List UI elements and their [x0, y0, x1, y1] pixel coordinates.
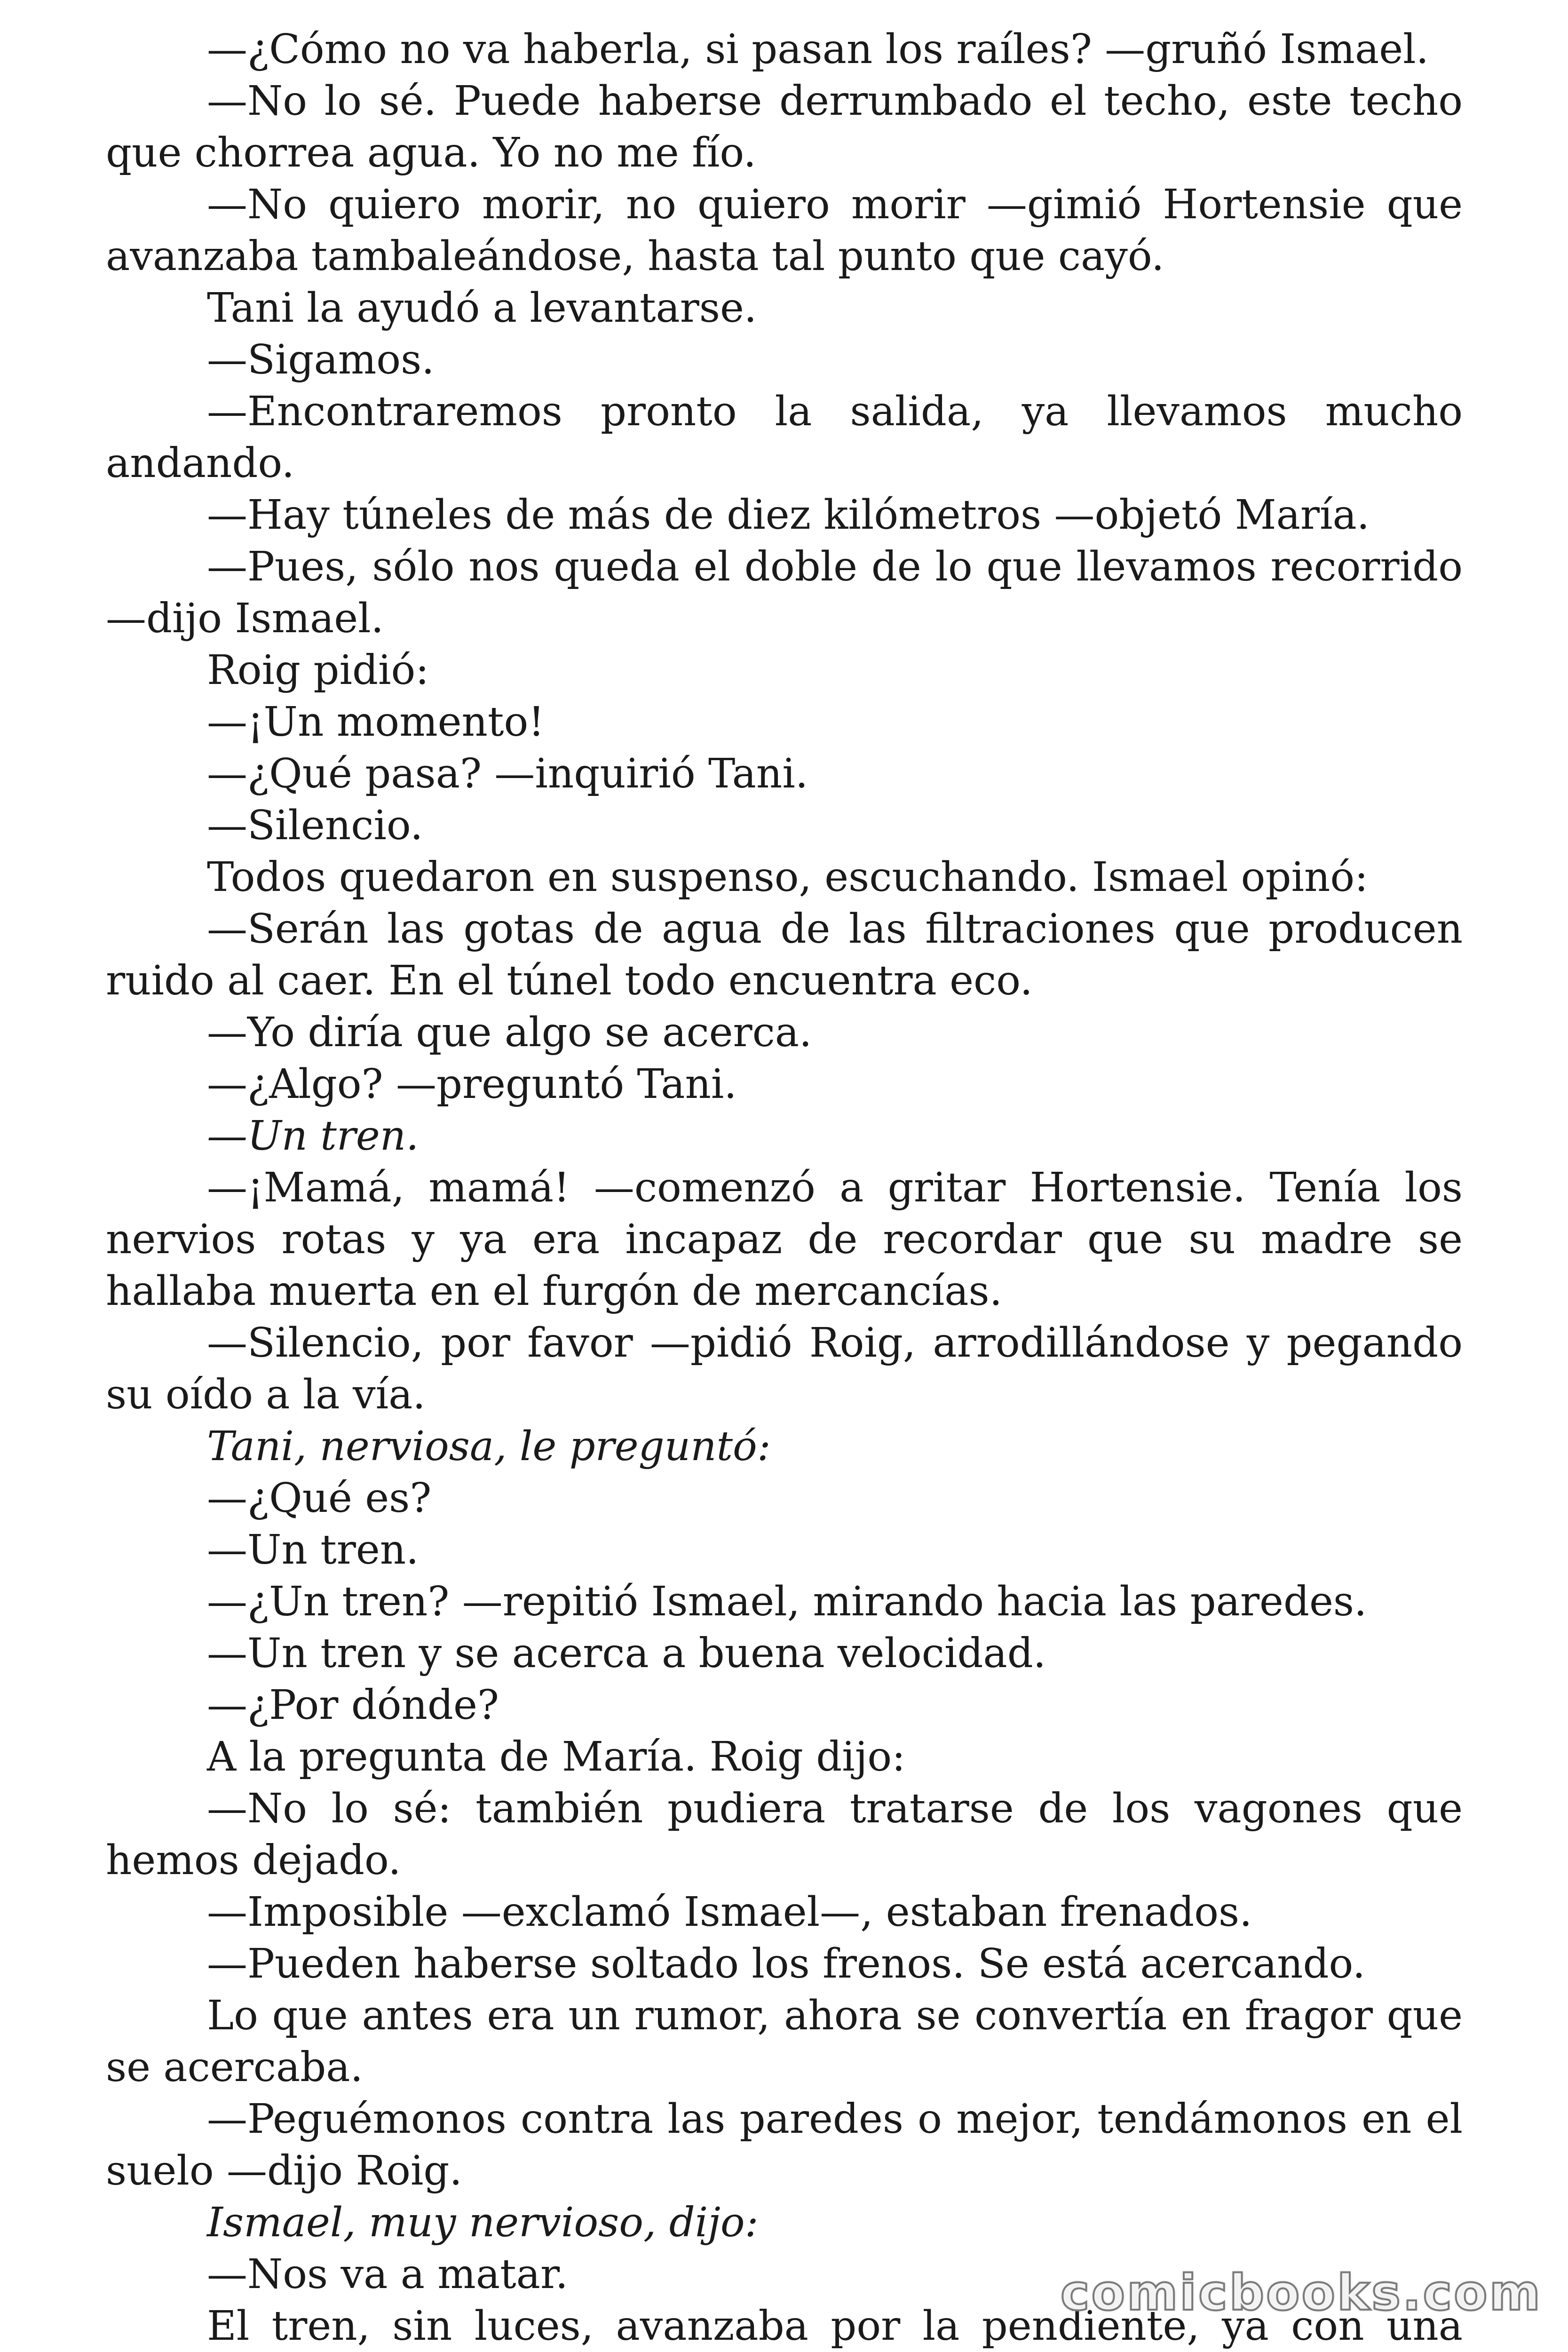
- paragraph: —¡Mamá, mamá! —comenzó a gritar Hortensie. Tenía los nervios rotas y ya era incapaz de recordar que su madre se hallaba muerta en el furgón de mercancías.: [106, 1164, 1463, 1315]
- paragraph: —¡Un momento!: [207, 699, 545, 746]
- paragraph: —¿Un tren? —repitió Ismael, mirando hacia las paredes.: [207, 1578, 1367, 1625]
- paragraph: —¿Cómo no va haberla, si pasan los raíles? —gruñó Ismael.: [207, 26, 1429, 73]
- paragraph: Tani la ayudó a levantarse.: [207, 285, 757, 332]
- paragraph: —Yo diría que algo se acerca.: [207, 1009, 812, 1056]
- paragraph: El tren, sin luces, avanzaba por la pendiente, ya con una: [207, 2303, 1463, 2350]
- paragraph: —No quiero morir, no quiero morir —gimió Hortensie que avanzaba tambaleándose, hasta tal punto que cayó.: [106, 181, 1463, 280]
- paragraph: —¿Qué es?: [207, 1475, 432, 1522]
- paragraph: —Hay túneles de más de diez kilómetros —objetó María.: [207, 492, 1370, 539]
- paragraph: —¿Algo? —preguntó Tani.: [207, 1061, 737, 1108]
- paragraph: —No lo sé. Puede haberse derrumbado el techo, este techo que chorrea agua. Yo no me fío.: [106, 78, 1463, 176]
- page-body: [106, 24, 1463, 2352]
- paragraph: Lo que antes era un rumor, ahora se convertía en fragor que se acercaba.: [106, 1992, 1463, 2091]
- paragraph: —Peguémonos contra las paredes o mejor, tendámonos en el suelo —dijo Roig.: [106, 2096, 1463, 2194]
- paragraph: —¿Por dónde?: [207, 1682, 499, 1729]
- paragraph: Todos quedaron en suspenso, escuchando. Ismael opinó:: [207, 854, 1369, 901]
- paragraph: —Sigamos.: [207, 336, 435, 383]
- paragraph: —Encontraremos pronto la salida, ya llevamos mucho andando.: [106, 388, 1463, 487]
- paragraph: A la pregunta de María. Roig dijo:: [207, 1733, 906, 1780]
- paragraph: Ismael, muy nervioso, dijo:: [207, 2199, 759, 2246]
- paragraph: —Nos va a matar.: [207, 2251, 568, 2298]
- watermark: comicbooks.com: [1060, 2264, 1542, 2321]
- paragraph: —Un tren.: [207, 1526, 419, 1573]
- paragraph: Roig pidió:: [207, 647, 429, 694]
- paragraph: —Pueden haberse soltado los frenos. Se está acercando.: [207, 1940, 1366, 1987]
- paragraph: —¿Qué pasa? —inquirió Tani.: [207, 750, 808, 797]
- paragraph: —Imposible —exclamó Ismael—, estaban frenados.: [207, 1889, 1252, 1936]
- paragraph: —Silencio.: [207, 802, 423, 849]
- paragraph: Tani, nerviosa, le preguntó:: [207, 1423, 771, 1470]
- paragraph: —Silencio, por favor —pidió Roig, arrodillándose y pegando su oído a la vía.: [106, 1319, 1463, 1418]
- paragraph: —Pues, sólo nos queda el doble de lo que llevamos recorrido —dijo Ismael.: [106, 543, 1463, 642]
- paragraph: —Un tren.: [207, 1112, 419, 1160]
- paragraph: —No lo sé: también pudiera tratarse de los vagones que hemos dejado.: [106, 1785, 1463, 1884]
- paragraph: —Serán las gotas de agua de las filtraciones que producen ruido al caer. En el túnel todo encuentra eco.: [106, 906, 1463, 1004]
- paragraph: —Un tren y se acerca a buena velocidad.: [207, 1630, 1046, 1677]
